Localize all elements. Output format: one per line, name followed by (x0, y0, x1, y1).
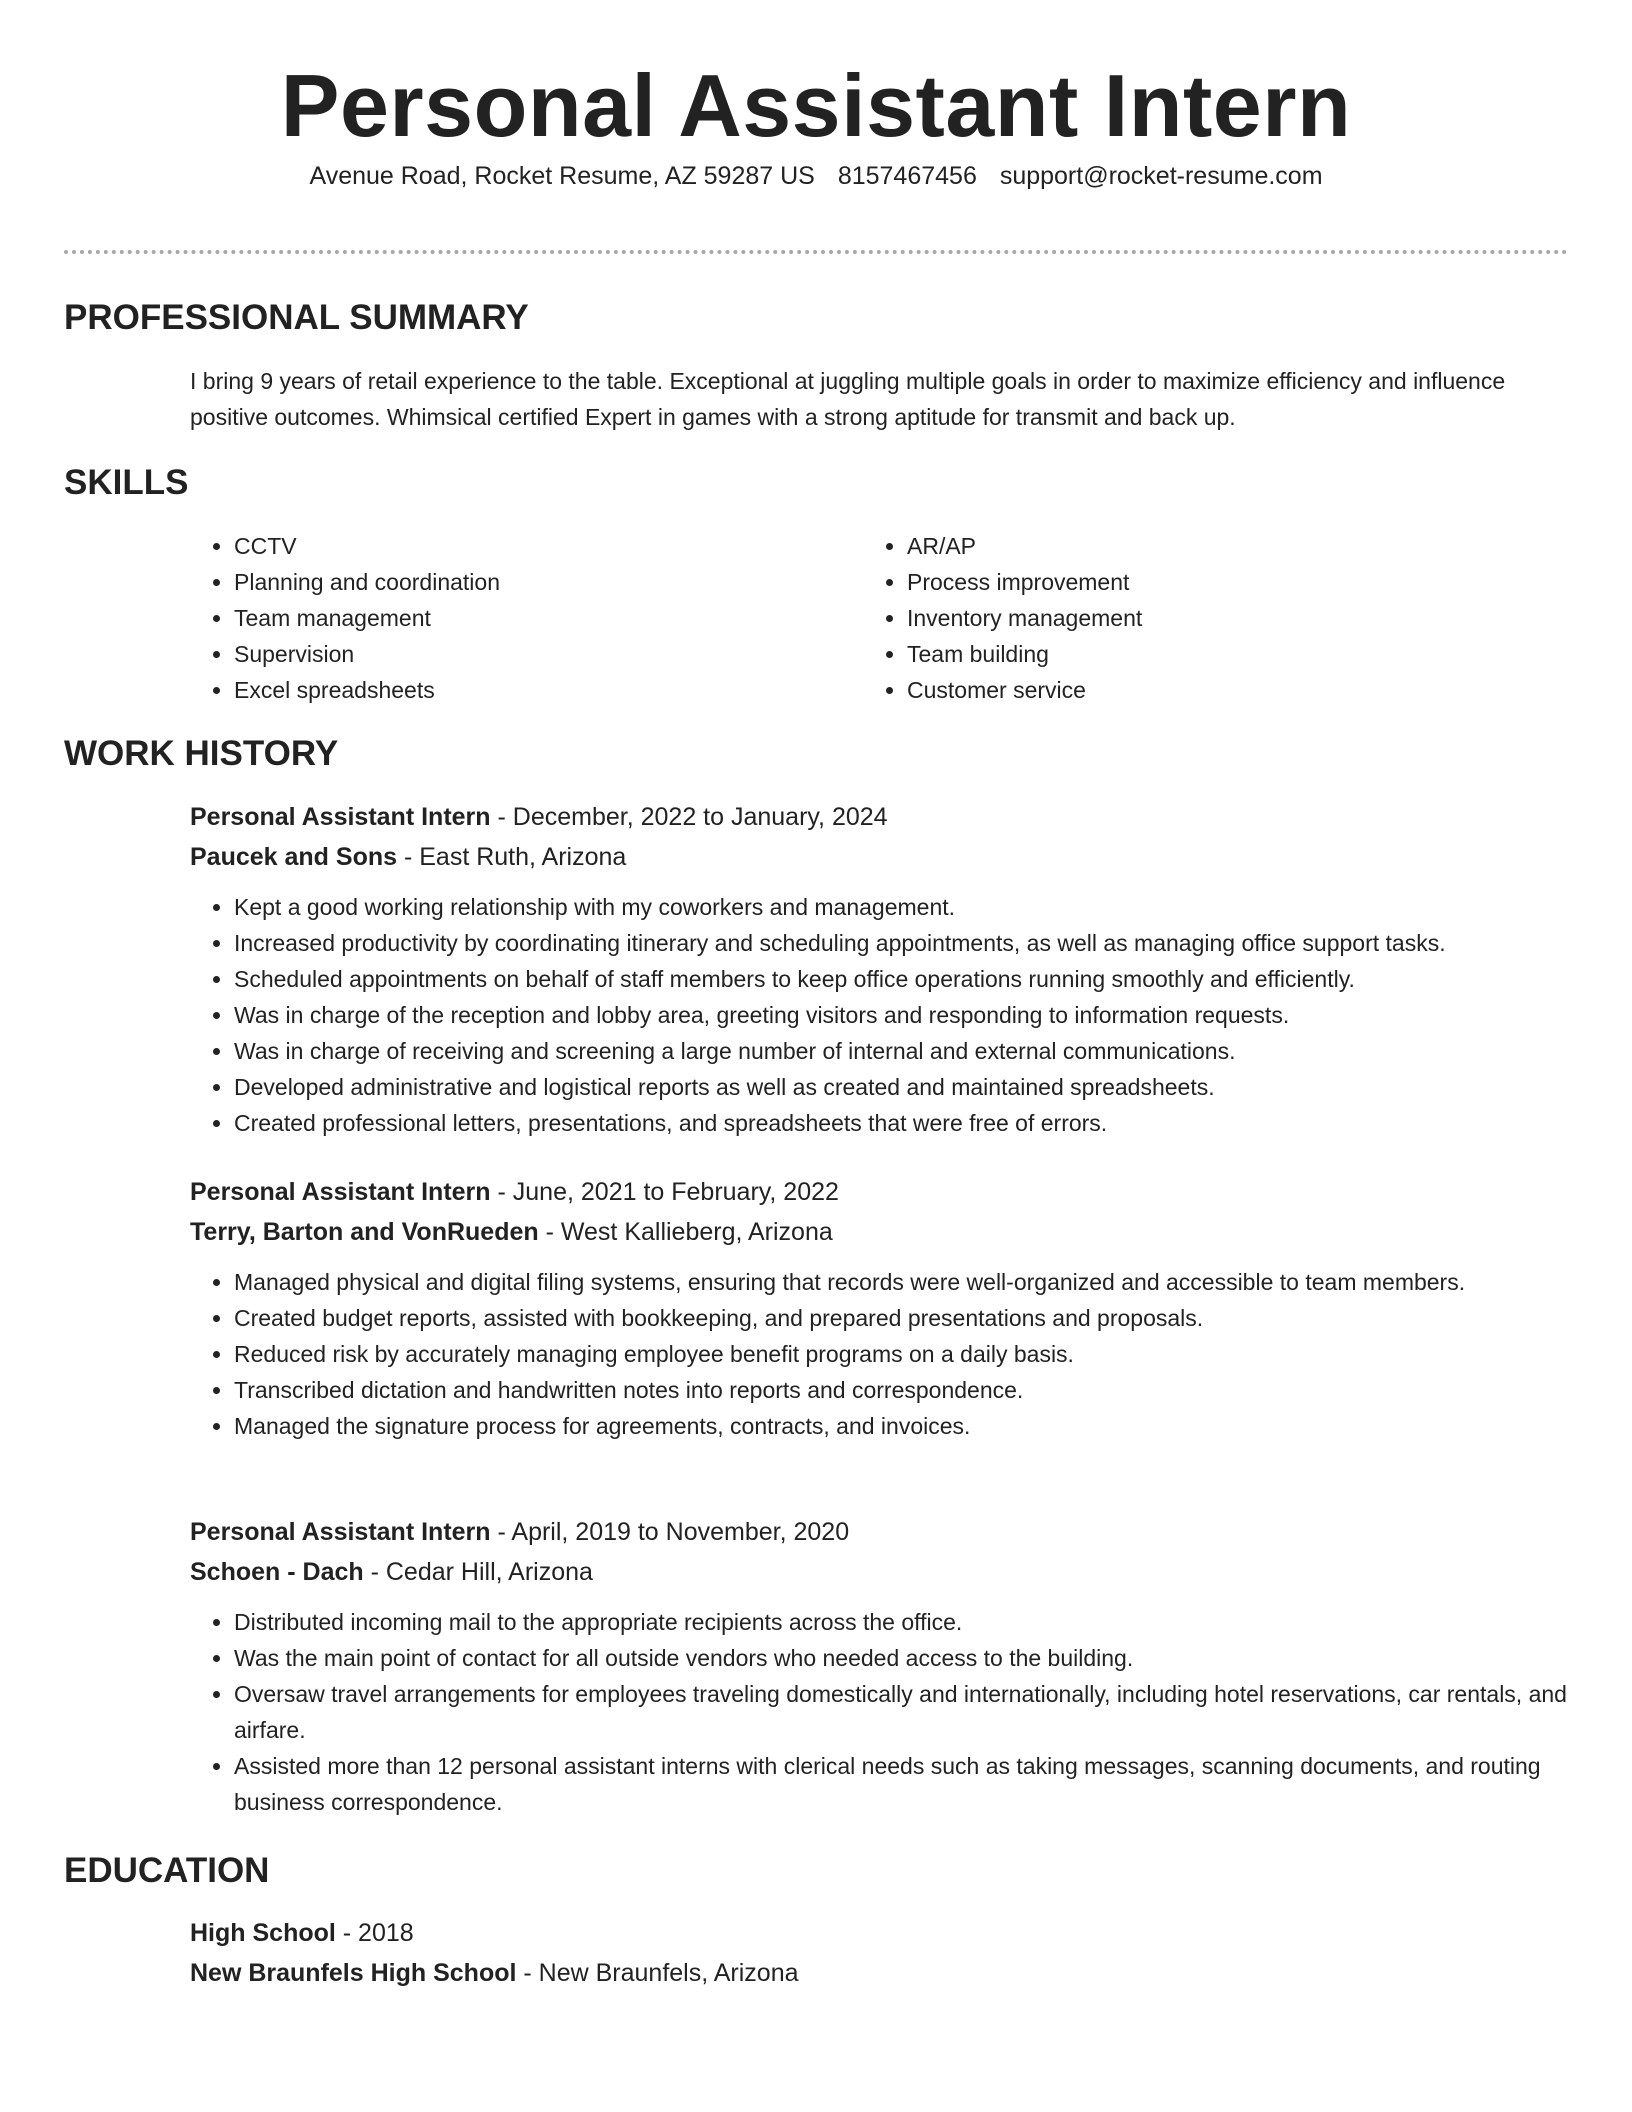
job-title: Personal Assistant Intern (190, 1518, 491, 1546)
job-company: Schoen - Dach (190, 1558, 364, 1586)
job-bullet: • Managed the signature process for agreements, contracts, and invoices. (234, 1408, 1568, 1444)
contact-line (64, 160, 1568, 192)
education-school-line (190, 1953, 1590, 1993)
job-company-line (190, 1212, 1568, 1252)
job-bullets (190, 1604, 1568, 1820)
skill-item: • Team building (907, 636, 1503, 672)
job-title-line (190, 1512, 1568, 1552)
education-entry (190, 1913, 1590, 1993)
summary-heading: PROFESSIONAL SUMMARY (64, 298, 529, 337)
job-entry (190, 797, 1590, 1141)
work-history-heading: WORK HISTORY (64, 734, 339, 773)
resume-page (64, 0, 1568, 1987)
job-dates: - December, 2022 to January, 2024 (490, 803, 888, 831)
job-bullet: • Increased productivity by coordinating itinerary and scheduling appointments, as well as managing office support tasks. (234, 925, 1590, 961)
job-location: - West Kallieberg, Arizona (538, 1218, 833, 1246)
skill-item: • CCTV (234, 528, 830, 564)
skill-item: • Process improvement (907, 564, 1503, 600)
skill-item: • Planning and coordination (234, 564, 830, 600)
job-dates: - April, 2019 to November, 2020 (490, 1518, 850, 1546)
job-title: Personal Assistant Intern (190, 1178, 491, 1206)
job-bullet: • Created professional letters, presentations, and spreadsheets that were free of errors. (234, 1105, 1590, 1141)
contact-email: support@rocket-resume.com (999, 162, 1323, 190)
skill-item: • Team management (234, 600, 830, 636)
job-title-line (190, 797, 1590, 837)
job-bullet: • Was the main point of contact for all outside vendors who needed access to the building. (234, 1640, 1568, 1676)
job-company-line (190, 1552, 1568, 1592)
skills-heading: SKILLS (64, 463, 189, 502)
header-divider (64, 250, 1568, 254)
contact-address: Avenue Road, Rocket Resume, AZ 59287 US (309, 162, 815, 190)
skills-right-column (863, 528, 1503, 708)
skills-left-column (190, 528, 830, 708)
job-dates: - June, 2021 to February, 2022 (490, 1178, 839, 1206)
skill-item: • Customer service (907, 672, 1503, 708)
job-bullet: • Developed administrative and logistical reports as well as created and maintained spreadsheets. (234, 1069, 1590, 1105)
job-bullet: • Transcribed dictation and handwritten notes into reports and correspondence. (234, 1372, 1568, 1408)
job-company: Terry, Barton and VonRueden (190, 1218, 539, 1246)
job-bullets (190, 889, 1590, 1141)
skill-item: • AR/AP (907, 528, 1503, 564)
job-bullet: • Distributed incoming mail to the appropriate recipients across the office. (234, 1604, 1568, 1640)
skill-item: • Inventory management (907, 600, 1503, 636)
contact-phone: 8157467456 (837, 162, 977, 190)
job-bullet: • Scheduled appointments on behalf of staff members to keep office operations running smoothly and efficiently. (234, 961, 1590, 997)
job-title-line (190, 1172, 1568, 1212)
job-company: Paucek and Sons (190, 843, 398, 871)
job-bullet: • Oversaw travel arrangements for employees traveling domestically and internationally, including hotel reservations, car rentals, and airfare. (234, 1676, 1568, 1748)
job-company-line (190, 837, 1590, 877)
job-bullet: • Created budget reports, assisted with bookkeeping, and prepared presentations and proposals. (234, 1300, 1568, 1336)
job-bullets (190, 1264, 1568, 1444)
summary-text: I bring 9 years of retail experience to the table. Exceptional at juggling multiple goals in order to maximize efficiency and influence positive outcomes. Whimsical certified Expert in games with a strong aptitude for transmit and back up. (190, 368, 1506, 430)
education-degree: High School (190, 1919, 336, 1947)
education-year: - 2018 (335, 1919, 414, 1947)
job-bullet: • Assisted more than 12 personal assistant interns with clerical needs such as taking messages, scanning documents, and routing business correspondence. (234, 1748, 1568, 1820)
job-entry (190, 1512, 1568, 1820)
job-location: - Cedar Hill, Arizona (363, 1558, 593, 1586)
job-bullet: • Was in charge of receiving and screening a large number of internal and external communications. (234, 1033, 1590, 1069)
job-title: Personal Assistant Intern (190, 803, 491, 831)
job-bullet: • Reduced risk by accurately managing employee benefit programs on a daily basis. (234, 1336, 1568, 1372)
education-degree-line (190, 1913, 1590, 1953)
resume-name: Personal Assistant Intern (280, 56, 1352, 155)
education-school: New Braunfels High School (190, 1959, 517, 1987)
job-bullet: • Managed physical and digital filing systems, ensuring that records were well-organized and accessible to team members. (234, 1264, 1568, 1300)
job-location: - East Ruth, Arizona (397, 843, 627, 871)
skill-item: • Excel spreadsheets (234, 672, 830, 708)
education-location: - New Braunfels, Arizona (516, 1959, 799, 1987)
job-bullet: • Kept a good working relationship with my coworkers and management. (234, 889, 1590, 925)
job-entry (190, 1172, 1568, 1444)
job-bullet: • Was in charge of the reception and lobby area, greeting visitors and responding to information requests. (234, 997, 1590, 1033)
skill-item: • Supervision (234, 636, 830, 672)
education-heading: EDUCATION (64, 1851, 270, 1890)
